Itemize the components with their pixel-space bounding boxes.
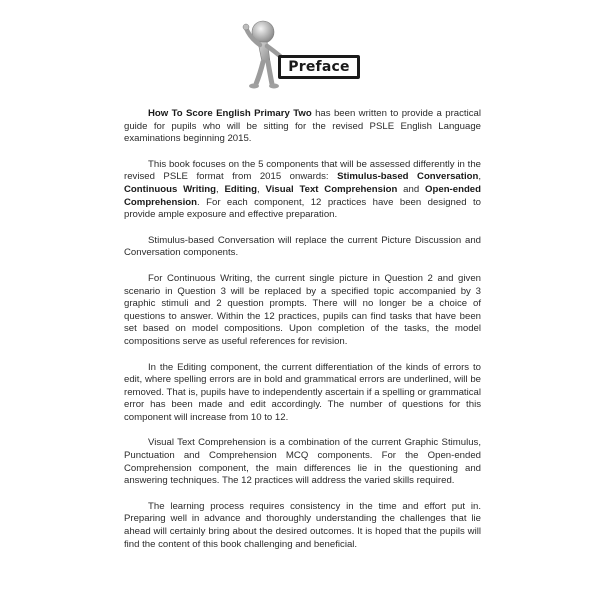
component-writing: Continuous Writing [124, 183, 216, 195]
preface-title-box [278, 55, 360, 79]
paragraph-6: Visual Text Comprehension is a combination of the current Graphic Stimulus, Punctuation and Comprehension MCQ components. For the Open-ended Comprehension component, the main differences lie in the questioning and answering techniques. The 12 practices will address the varied skills required. [124, 437, 481, 487]
paragraph-7: The learning process requires consistency in the time and effort put in. Preparing well in advance and thoroughly understanding the challenges that lie ahead will certainly bring about the desired outcomes. It is hoped that the pupils will find the content of this book challenging and beneficial. [124, 500, 481, 550]
component-editing: Editing [224, 183, 258, 195]
component-open-ended: Open-ended Comprehension [124, 183, 481, 208]
paragraph-1 [124, 108, 481, 146]
sep-1: , [478, 171, 481, 183]
paragraph-4: For Continuous Writing, the current single picture in Question 2 and given scenario in Question 3 will be replaced by a specified topic accompanied by 3 graphic stimuli and 2 question prompts. There will no longer be a choice of questions to answer. Within the 12 practices, pupils can find tasks that have been set based on model compositions. Upon completion of the tasks, the model compositions serve as useful references for revision. [124, 272, 481, 347]
sep-3: , [257, 183, 266, 195]
sep-2: , [215, 183, 225, 195]
preface-header [236, 18, 366, 93]
page-title: Preface [288, 59, 350, 75]
book-title-bold: How To Score English Primary Two [148, 108, 312, 119]
sep-4: and [397, 183, 426, 195]
paragraph-2-text-b: . For each component, 12 practices have been designed to provide ample exposure and effective preparation. [124, 196, 481, 221]
paragraph-2 [124, 159, 481, 222]
component-stimulus: Stimulus-based Conversation [337, 171, 479, 183]
paragraph-3: Stimulus-based Conversation will replace the current Picture Discussion and Conversation components. [124, 234, 481, 259]
preface-body [124, 108, 481, 564]
paragraph-2-text-a: This book focuses on the 5 components that will be assessed differently in the revised PSLE format from 2015 onwards: [124, 158, 481, 183]
component-visual-text: Visual Text Comprehension [265, 183, 398, 195]
paragraph-5: In the Editing component, the current differentiation of the kinds of errors to edit, where spelling errors are in bold and grammatical errors are underlined, will be removed. That is, pupils have to independently ascertain if a spelling or grammatical error has been made and edit accordingly. The number of questions for this component will increase from 10 to 12. [124, 361, 481, 423]
paragraph-1-text: has been written to provide a practical guide for pupils who will be sitting for the revised PSLE English Language examinations beginning 2015. [124, 108, 481, 145]
